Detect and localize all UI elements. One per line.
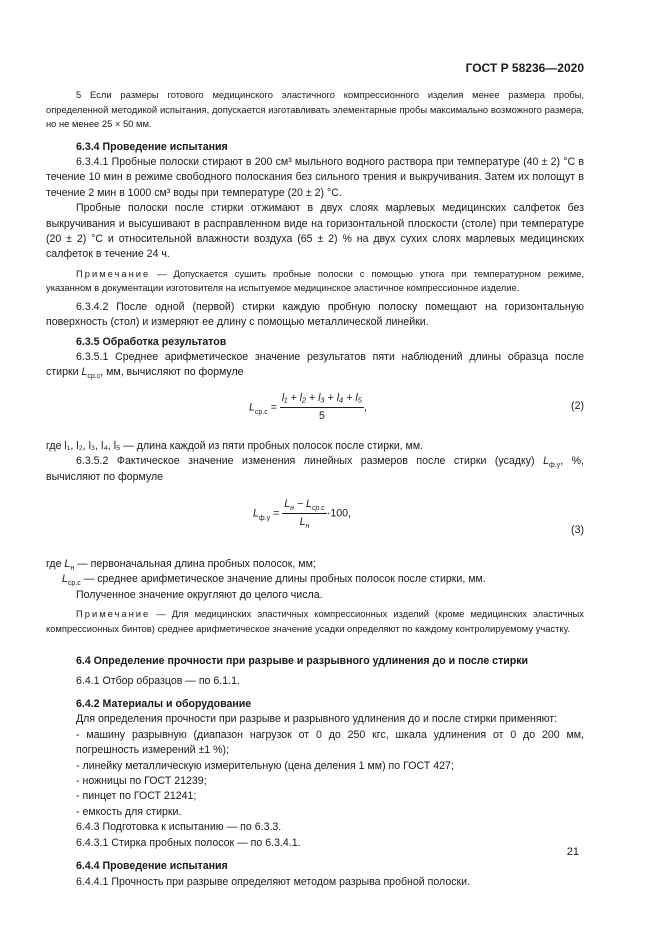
formula-2: $L_{ср.с}$ = $\frac{\text{l₁ + l₂ + l₃ + l₄ + l₅}}{5}$ , (2) [46, 389, 584, 435]
equipment-list [46, 728, 584, 820]
paragraph-6-4-4-1: 6.4.4.1 Прочность при разрыве определяют методом разрыва пробной полоски. [76, 875, 471, 888]
paragraph-drying: Пробные полоски после стирки отжимают в двух слоях марлевых медицинских салфеток без выкручивания и высушивают в расправленном виде на горизонтальной плоскости (столе) при температуре (20 ± 2) °С и относительной влажности воздуха (65 ± 2) % на двух сухих слоях марлевых медицинских салфеток в течение 24 ч. [46, 202, 584, 261]
paragraph-6-4-3-1: 6.4.3.1 Стирка пробных полосок — по 6.3.4.1. [76, 836, 301, 849]
formula-3-number: (3) [571, 524, 584, 536]
paragraph-6-3-5-2: 6.3.5.2 Фактическое значение изменения линейных размеров после стирки (усадку) $L_{ф.у}$, %, вычисляют по формуле [46, 455, 584, 483]
heading-6-4-2: 6.4.2 Материалы и оборудование [76, 698, 252, 711]
where-formula-3-line1: где $L_н$ — первоначальная длина пробных полосок, мм; [46, 558, 316, 573]
formula-2-numerator: l₁ + l₂ + l₃ + l₄ + l₅ [280, 391, 364, 408]
heading-6-4-4: 6.4.4 Проведение испытания [76, 860, 228, 873]
where-formula-3-line2: $L_{ср.с}$ — среднее арифметическое значение длины пробных полосок после стирки, мм. [62, 573, 486, 588]
formula-3-numerator: $L_н - L_{ср.с}$ [282, 497, 327, 514]
heading-6-3-4: 6.3.4 Проведение испытания [76, 140, 228, 153]
document-header: ГОСТ Р 58236—2020 [465, 61, 584, 75]
note-bandage: Примечание — Для медицинских эластичных компрессионных изделий (кроме медицинских эластичных компрессионных бинтов) среднее арифметическое значение усадки определяют по каждому контролируемому участку. [46, 608, 584, 634]
formula-3: $L_{ф.у}$ = $\frac{L_н - L_{ср.с}}{L_н}$ ·100, (3) [46, 495, 584, 557]
formula-2-number: (2) [571, 399, 584, 412]
paragraph-6-3-4-2: 6.3.4.2 После одной (первой) стирки каждую пробную полоску помещают на горизонтальную поверхность (стол) и измеряют ее длину с помощью металлической линейки. [46, 300, 584, 329]
document-body [46, 88, 584, 890]
rounding-note: Полученное значение округляют до целого числа. [76, 588, 323, 601]
heading-6-3-5: 6.3.5 Обработка результатов [76, 335, 227, 348]
list-item: - ножницы по ГОСТ 21239; [76, 775, 207, 788]
formula-2-denominator: 5 [318, 410, 325, 423]
where-formula-2: где l₁, l₂, l₃, l₄, l₅ — длина каждой из пяти пробных полосок после стирки, мм. [46, 439, 424, 452]
list-item: - линейку металлическую измерительную (цена деления 1 мм) по ГОСТ 427; [76, 759, 454, 772]
paragraph-6-4-1: 6.4.1 Отбор образцов — по 6.1.1. [76, 674, 240, 687]
heading-6-4: 6.4 Определение прочности при разрыве и разрывного удлинения до и после стирки [76, 655, 529, 668]
page-number: 21 [566, 846, 579, 858]
list-item: - емкость для стирки. [76, 805, 182, 818]
paragraph-6-4-3: 6.4.3 Подготовка к испытанию — по 6.3.3. [76, 821, 282, 834]
paragraph-6-3-5-1: 6.3.5.1 Среднее арифметическое значение результатов пяти наблюдений длины образца после стирки $L_{ср.с}$, мм, вычисляют по формуле [46, 350, 584, 381]
list-item: - пинцет по ГОСТ 21241; [76, 790, 197, 803]
formula-3-denominator: $L_н$ [299, 516, 310, 531]
list-item: - машину разрывную (диапазон нагрузок от 0 до 250 кгс, шкала удлинения от 0 до 200 мм, погрешность измерений ±1 %); [76, 728, 584, 757]
paragraph-6-3-4-1: 6.3.4.1 Пробные полоски стирают в 200 см³ мыльного водного раствора при температуре (40 ± 2) °С в течение 10 мин в режиме свободного полоскания без сильного трения и выкручивания. Затем их полощут в течение 2 мин в 1000 см³ воды при температуре (20 ± 2) °С. [46, 155, 584, 199]
note-5: 5 Если размеры готового медицинского эластичного компрессионного изделия менее размера пробы, определенной методикой испытания, допускается изготавливать элементарные пробы максимально возможного размера, но не менее 25 × 50 мм. [46, 89, 584, 129]
note-label: Примечание [76, 267, 151, 279]
note-iron [46, 267, 584, 296]
note-iron-text: — Допускается сушить пробные полоски с помощью утюга при температурном режиме, указанном в документации изготовителя на испытуемое медицинское эластичное компрессионное изделие. [46, 267, 584, 294]
paragraph-6-4-2: Для определения прочности при разрыве и разрывного удлинения до и после стирки применяют: [76, 713, 558, 726]
